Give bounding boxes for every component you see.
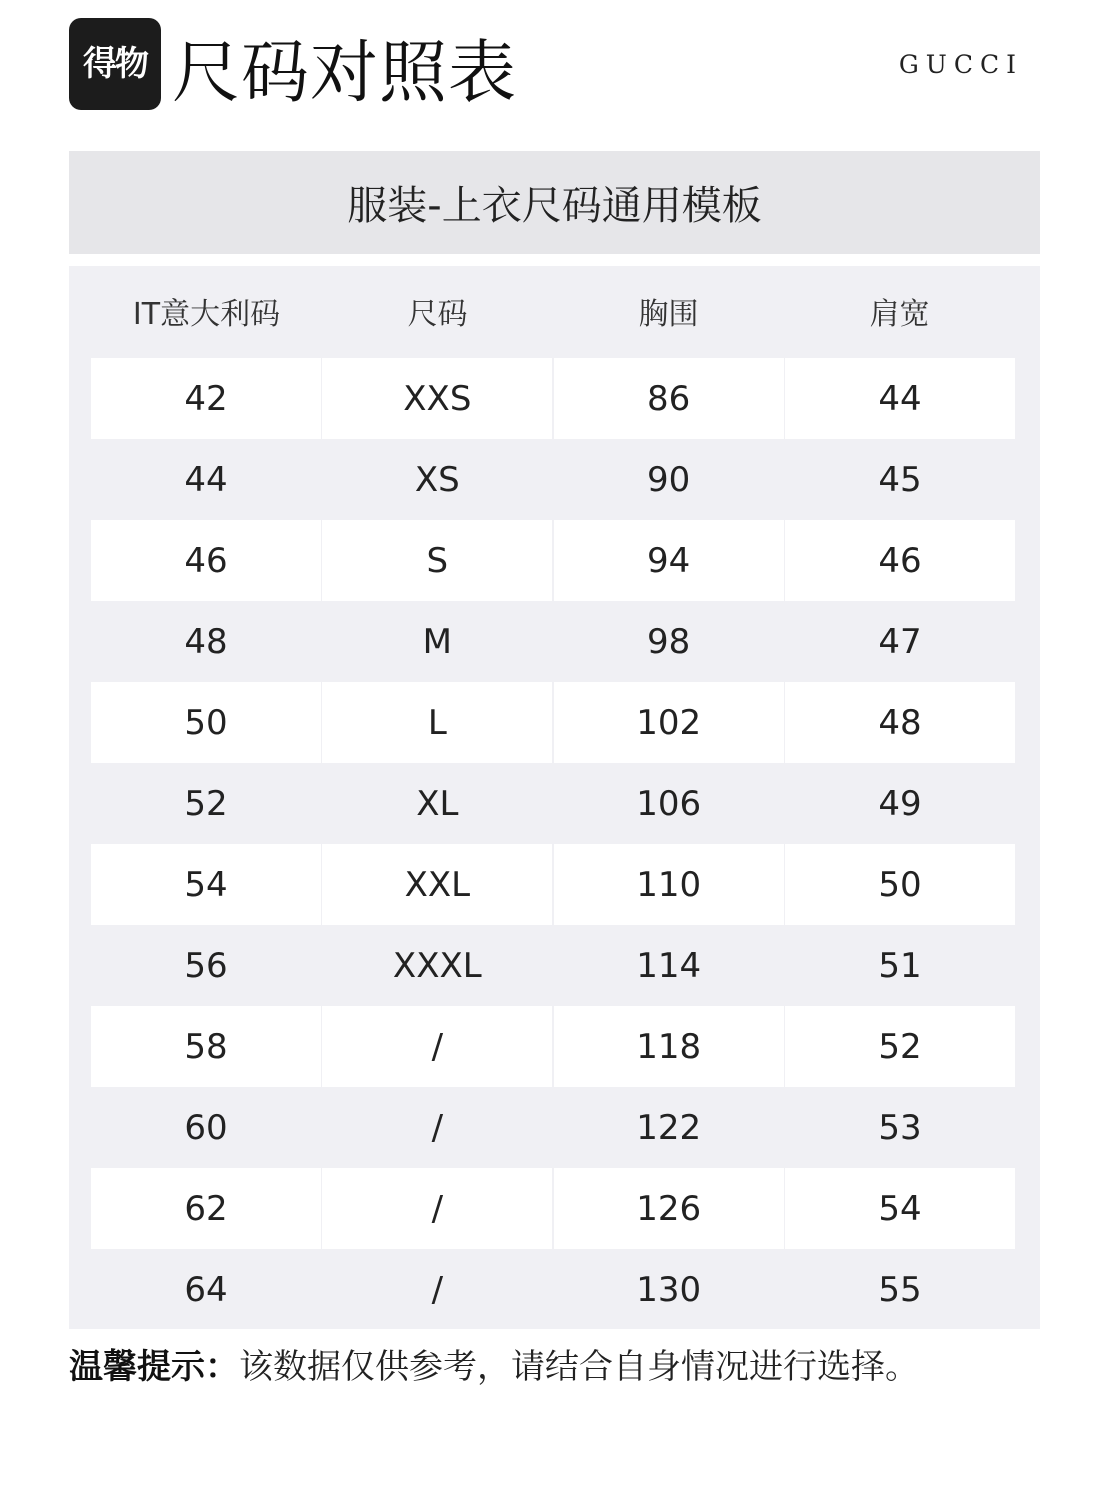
cell-it-size: 42 (91, 358, 321, 439)
cell-it-size: 52 (184, 783, 228, 824)
table-row (91, 1006, 1015, 1087)
cell-shoulder: 53 (878, 1107, 922, 1148)
column-header-shoulder: 肩宽 (869, 297, 930, 332)
cell-shoulder: 52 (785, 1006, 1015, 1087)
cell-size: XL (416, 783, 459, 824)
cell-chest: 114 (636, 945, 702, 986)
cell-shoulder: 54 (785, 1168, 1015, 1249)
table-row (91, 439, 1015, 520)
table-row (91, 601, 1015, 682)
cell-size: / (322, 1168, 552, 1249)
cell-it-size: 56 (184, 945, 228, 986)
cell-chest: 110 (554, 844, 784, 925)
cell-shoulder: 48 (785, 682, 1015, 763)
cell-shoulder: 50 (785, 844, 1015, 925)
cell-it-size: 54 (91, 844, 321, 925)
cell-shoulder: 45 (878, 459, 922, 500)
subtitle-bar (69, 151, 1040, 254)
cell-size: L (322, 682, 552, 763)
cell-chest: 102 (554, 682, 784, 763)
cell-size: XS (414, 459, 460, 500)
column-header-chest: 胸围 (638, 297, 699, 332)
cell-size: / (431, 1269, 444, 1310)
cell-shoulder: 55 (878, 1269, 922, 1310)
table-row (91, 763, 1015, 844)
table-row (91, 844, 1015, 925)
cell-size: M (422, 621, 452, 662)
note-text: 该数据仅供参考，请结合自身情况进行选择。 (239, 1347, 919, 1387)
table-subtitle: 服装-上衣尺码通用模板 (347, 183, 762, 229)
note-label: 温馨提示： (69, 1347, 239, 1387)
page-title: 尺码对照表 (172, 34, 518, 113)
cell-shoulder: 49 (878, 783, 922, 824)
cell-it-size: 46 (91, 520, 321, 601)
table-row (91, 925, 1015, 1006)
cell-size: XXS (322, 358, 552, 439)
cell-size: / (431, 1107, 444, 1148)
cell-chest: 106 (636, 783, 702, 824)
cell-chest: 90 (647, 459, 691, 500)
cell-it-size: 58 (91, 1006, 321, 1087)
app-logo (69, 18, 161, 110)
cell-chest: 118 (554, 1006, 784, 1087)
table-header (91, 266, 1015, 356)
cell-shoulder: 46 (785, 520, 1015, 601)
table-row (91, 682, 1015, 763)
app-logo-text: 得物 (83, 44, 147, 84)
column-header-size: 尺码 (407, 297, 468, 332)
brand-logo: GUCCI (898, 50, 1023, 79)
cell-it-size: 64 (184, 1269, 228, 1310)
cell-it-size: 48 (184, 621, 228, 662)
cell-it-size: 62 (91, 1168, 321, 1249)
cell-chest: 122 (636, 1107, 702, 1148)
cell-size: / (322, 1006, 552, 1087)
cell-size: XXXL (392, 945, 482, 986)
table-row (91, 520, 1015, 601)
cell-size: S (322, 520, 552, 601)
cell-it-size: 50 (91, 682, 321, 763)
cell-size: XXL (322, 844, 552, 925)
cell-chest: 130 (636, 1269, 702, 1310)
cell-shoulder: 47 (878, 621, 922, 662)
cell-shoulder: 51 (878, 945, 922, 986)
table-row (91, 1168, 1015, 1249)
table-row (91, 1087, 1015, 1168)
table-body (91, 358, 1015, 1330)
column-header-it-size: IT意大利码 (132, 297, 281, 332)
cell-chest: 94 (554, 520, 784, 601)
table-row (91, 358, 1015, 439)
size-table (69, 266, 1040, 1329)
cell-chest: 126 (554, 1168, 784, 1249)
cell-shoulder: 44 (785, 358, 1015, 439)
cell-chest: 86 (554, 358, 784, 439)
cell-it-size: 60 (184, 1107, 228, 1148)
footer-note (69, 1342, 919, 1392)
cell-it-size: 44 (184, 459, 228, 500)
cell-chest: 98 (647, 621, 691, 662)
table-row (91, 1249, 1015, 1330)
